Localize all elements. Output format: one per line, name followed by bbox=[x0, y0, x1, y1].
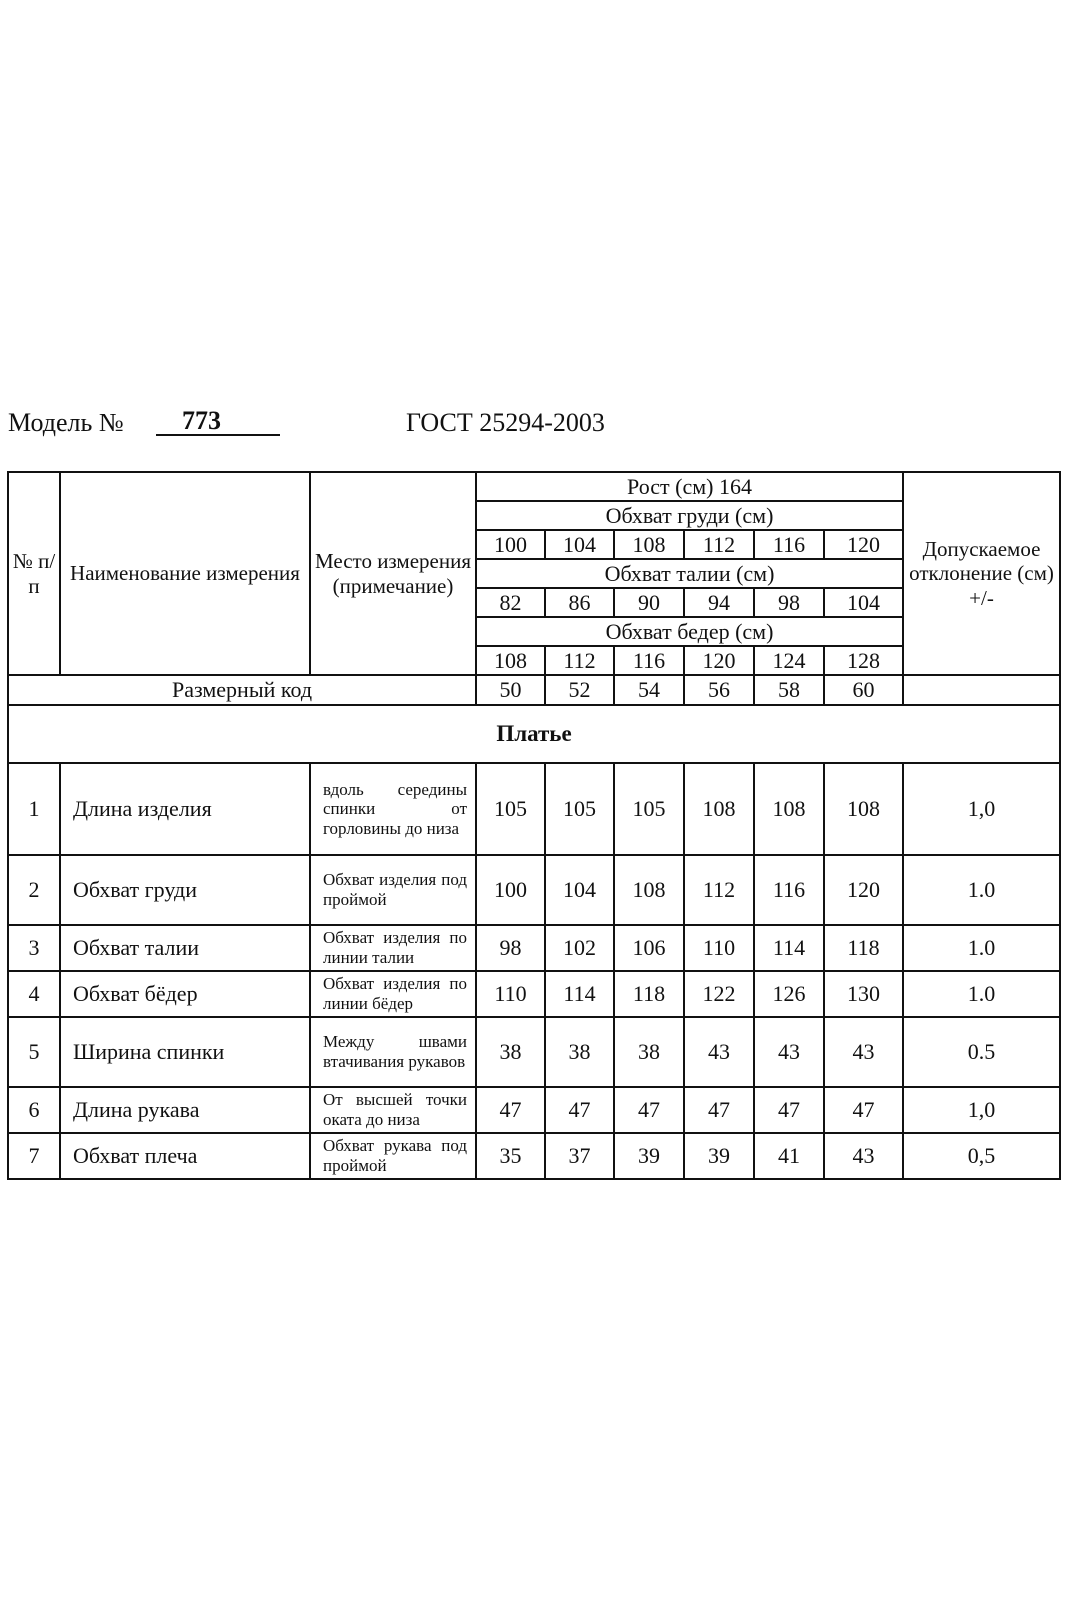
row-value: 43 bbox=[824, 1133, 903, 1179]
row-value: 106 bbox=[614, 925, 684, 971]
chest-value: 104 bbox=[545, 530, 614, 559]
row-number: 6 bbox=[8, 1087, 60, 1133]
row-value: 47 bbox=[545, 1087, 614, 1133]
row-value: 47 bbox=[476, 1087, 545, 1133]
row-value: 38 bbox=[476, 1017, 545, 1087]
row-place: Обхват рукава под проймой bbox=[310, 1133, 476, 1179]
row-value: 116 bbox=[754, 855, 824, 925]
chest-value: 108 bbox=[614, 530, 684, 559]
hips-value: 128 bbox=[824, 646, 903, 675]
hips-value: 120 bbox=[684, 646, 754, 675]
row-name: Длина изделия bbox=[60, 763, 310, 855]
row-name: Длина рукава bbox=[60, 1087, 310, 1133]
header-hips-label: Обхват бедер (см) bbox=[476, 617, 903, 646]
document-heading bbox=[8, 402, 1048, 446]
model-number: 773 bbox=[156, 408, 280, 436]
header-tolerance-col: Допускаемое отклонение (см) +/- bbox=[903, 472, 1060, 675]
size-code: 52 bbox=[545, 675, 614, 705]
size-code: 60 bbox=[824, 675, 903, 705]
row-value: 43 bbox=[824, 1017, 903, 1087]
table-row bbox=[8, 1017, 1060, 1087]
header-height: Рост (см) 164 bbox=[476, 472, 903, 501]
row-tolerance: 1.0 bbox=[903, 971, 1060, 1017]
row-value: 41 bbox=[754, 1133, 824, 1179]
row-tolerance: 0,5 bbox=[903, 1133, 1060, 1179]
row-value: 38 bbox=[545, 1017, 614, 1087]
row-value: 43 bbox=[684, 1017, 754, 1087]
row-value: 38 bbox=[614, 1017, 684, 1087]
chest-value: 120 bbox=[824, 530, 903, 559]
row-value: 120 bbox=[824, 855, 903, 925]
row-value: 130 bbox=[824, 971, 903, 1017]
size-code-empty bbox=[903, 675, 1060, 705]
row-value: 47 bbox=[824, 1087, 903, 1133]
chest-value: 116 bbox=[754, 530, 824, 559]
hips-value: 112 bbox=[545, 646, 614, 675]
size-code: 50 bbox=[476, 675, 545, 705]
table-row bbox=[8, 925, 1060, 971]
row-value: 105 bbox=[614, 763, 684, 855]
waist-value: 94 bbox=[684, 588, 754, 617]
row-name: Ширина спинки bbox=[60, 1017, 310, 1087]
row-place: вдоль середины спинки от горловины до низа bbox=[310, 763, 476, 855]
row-value: 105 bbox=[476, 763, 545, 855]
table-row bbox=[8, 1133, 1060, 1179]
waist-value: 90 bbox=[614, 588, 684, 617]
waist-value: 98 bbox=[754, 588, 824, 617]
waist-value: 86 bbox=[545, 588, 614, 617]
size-code: 58 bbox=[754, 675, 824, 705]
header-waist-label: Обхват талии (см) bbox=[476, 559, 903, 588]
row-value: 110 bbox=[476, 971, 545, 1017]
row-value: 108 bbox=[824, 763, 903, 855]
header-place-col: Место измерения (примечание) bbox=[310, 472, 476, 675]
row-value: 39 bbox=[614, 1133, 684, 1179]
row-place: От высшей точки оката до низа bbox=[310, 1087, 476, 1133]
row-tolerance: 1.0 bbox=[903, 855, 1060, 925]
table-row bbox=[8, 971, 1060, 1017]
hips-value: 108 bbox=[476, 646, 545, 675]
row-place: Обхват изделия под проймой bbox=[310, 855, 476, 925]
table-row bbox=[8, 855, 1060, 925]
row-number: 3 bbox=[8, 925, 60, 971]
row-value: 114 bbox=[754, 925, 824, 971]
row-place: Обхват изделия по линии бёдер bbox=[310, 971, 476, 1017]
row-tolerance: 1.0 bbox=[903, 925, 1060, 971]
row-tolerance: 0.5 bbox=[903, 1017, 1060, 1087]
row-name: Обхват плеча bbox=[60, 1133, 310, 1179]
row-number: 5 bbox=[8, 1017, 60, 1087]
row-number: 1 bbox=[8, 763, 60, 855]
row-value: 108 bbox=[754, 763, 824, 855]
row-value: 105 bbox=[545, 763, 614, 855]
row-name: Обхват груди bbox=[60, 855, 310, 925]
measurement-table bbox=[7, 471, 1061, 1180]
chest-value: 100 bbox=[476, 530, 545, 559]
gost-standard: ГОСТ 25294-2003 bbox=[406, 408, 605, 437]
row-place: Обхват изделия по линии талии bbox=[310, 925, 476, 971]
table-row bbox=[8, 763, 1060, 855]
chest-value: 112 bbox=[684, 530, 754, 559]
row-value: 122 bbox=[684, 971, 754, 1017]
row-number: 7 bbox=[8, 1133, 60, 1179]
row-value: 39 bbox=[684, 1133, 754, 1179]
row-number: 4 bbox=[8, 971, 60, 1017]
row-value: 118 bbox=[614, 971, 684, 1017]
size-code-label: Размерный код bbox=[8, 675, 476, 705]
row-name: Обхват бёдер bbox=[60, 971, 310, 1017]
row-value: 47 bbox=[754, 1087, 824, 1133]
row-value: 43 bbox=[754, 1017, 824, 1087]
row-tolerance: 1,0 bbox=[903, 1087, 1060, 1133]
row-value: 110 bbox=[684, 925, 754, 971]
row-name: Обхват талии bbox=[60, 925, 310, 971]
row-value: 104 bbox=[545, 855, 614, 925]
waist-value: 82 bbox=[476, 588, 545, 617]
size-code: 56 bbox=[684, 675, 754, 705]
header-name-col: Наименование измерения bbox=[60, 472, 310, 675]
header-chest-label: Обхват груди (см) bbox=[476, 501, 903, 530]
row-number: 2 bbox=[8, 855, 60, 925]
size-code-row bbox=[8, 675, 1060, 705]
row-value: 108 bbox=[614, 855, 684, 925]
row-value: 37 bbox=[545, 1133, 614, 1179]
row-value: 100 bbox=[476, 855, 545, 925]
row-value: 47 bbox=[684, 1087, 754, 1133]
row-value: 126 bbox=[754, 971, 824, 1017]
row-value: 114 bbox=[545, 971, 614, 1017]
row-value: 112 bbox=[684, 855, 754, 925]
row-value: 118 bbox=[824, 925, 903, 971]
hips-value: 124 bbox=[754, 646, 824, 675]
table-row bbox=[8, 1087, 1060, 1133]
row-value: 102 bbox=[545, 925, 614, 971]
waist-value: 104 bbox=[824, 588, 903, 617]
row-value: 47 bbox=[614, 1087, 684, 1133]
row-value: 35 bbox=[476, 1133, 545, 1179]
model-label: Модель № bbox=[8, 408, 124, 437]
row-place: Между швами втачивания рукавов bbox=[310, 1017, 476, 1087]
size-code: 54 bbox=[614, 675, 684, 705]
row-value: 108 bbox=[684, 763, 754, 855]
hips-value: 116 bbox=[614, 646, 684, 675]
row-tolerance: 1,0 bbox=[903, 763, 1060, 855]
row-value: 98 bbox=[476, 925, 545, 971]
header-number-col: № п/ п bbox=[8, 472, 60, 675]
section-title: Платье bbox=[8, 705, 1060, 763]
